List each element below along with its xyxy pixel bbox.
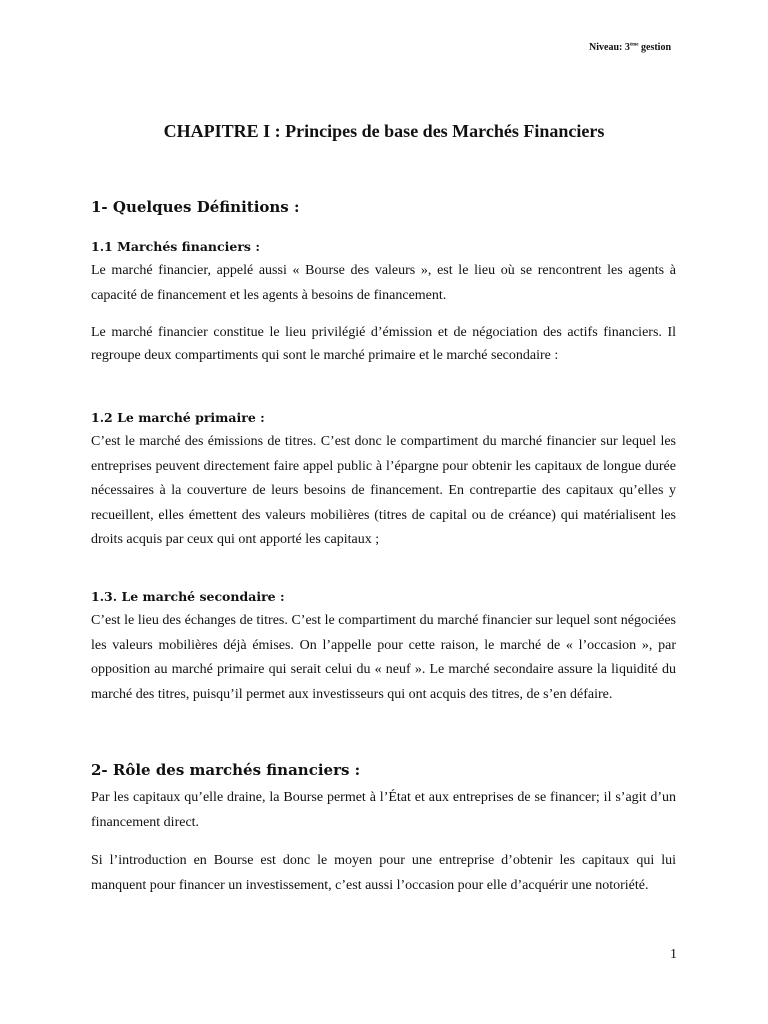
level-note xyxy=(589,42,671,53)
section-1-1-paragraph-2: Le marché financier constitue le lieu privilégié d’émission et de négociation des actifs financiers. Il regroupe deux compartiments qui sont le marché primaire et le marché secondaire : xyxy=(91,325,676,363)
page-number: 1 xyxy=(670,947,677,962)
section-1-1-paragraph-1: Le marché financier, appelé aussi « Bourse des valeurs », est le lieu où se rencontrent les agents à capacité de financement et les agents à besoins de financement. xyxy=(91,263,676,303)
section-1-1-heading: 1.1 Marchés financiers : xyxy=(91,239,260,254)
level-suffix: gestion xyxy=(638,42,671,53)
section-2-paragraph-1: Par les capitaux qu’elle draine, la Bourse permet à l’État et aux entreprises de se financer; il s’agit d’un financement direct. xyxy=(91,790,676,830)
section-1-3-paragraph: C’est le lieu des échanges de titres. C’est le compartiment du marché financier sur lequel sont négociées les valeurs mobilières déjà émises. On l’appelle pour cette raison, le marché de « l’occasion », par opposition au marché primaire qui serait celui du « neuf ». Le marché secondaire assure la liquidité du marché des titres, puisqu’il permet aux investisseurs qui ont acquis des titres, de s’en défaire. xyxy=(91,613,676,702)
chapter-title: CHAPITRE I : Principes de base des Marchés Financiers xyxy=(163,121,605,141)
section-1-heading: 1- Quelques Définitions : xyxy=(91,198,300,216)
section-1-2-paragraph: C’est le marché des émissions de titres. C’est donc le compartiment du marché financier sur lequel les entreprises peuvent directement faire appel public à l’épargne pour obtenir les capitaux de longue durée nécessaires à la couverture de leurs besoins de financement. En contrepartie des capitaux qu’elles y recueillent, elles émettent des valeurs mobilières (titres de capital ou de créance) qui matérialisent les droits acquis par ceux qui ont apporté les capitaux ; xyxy=(91,434,676,547)
section-2-paragraph-2: Si l’introduction en Bourse est donc le moyen pour une entreprise d’obtenir les capitaux qui lui manquent pour financer un investissement, c’est aussi l’occasion pour elle d’acquérir une notoriété. xyxy=(91,853,676,893)
level-prefix: Niveau: 3 xyxy=(589,42,630,53)
section-2-heading: 2- Rôle des marchés financiers : xyxy=(91,761,361,779)
level-superscript: ème xyxy=(629,42,639,48)
section-1-3-heading: 1.3. Le marché secondaire : xyxy=(91,589,285,604)
section-1-2-heading: 1.2 Le marché primaire : xyxy=(91,410,265,425)
